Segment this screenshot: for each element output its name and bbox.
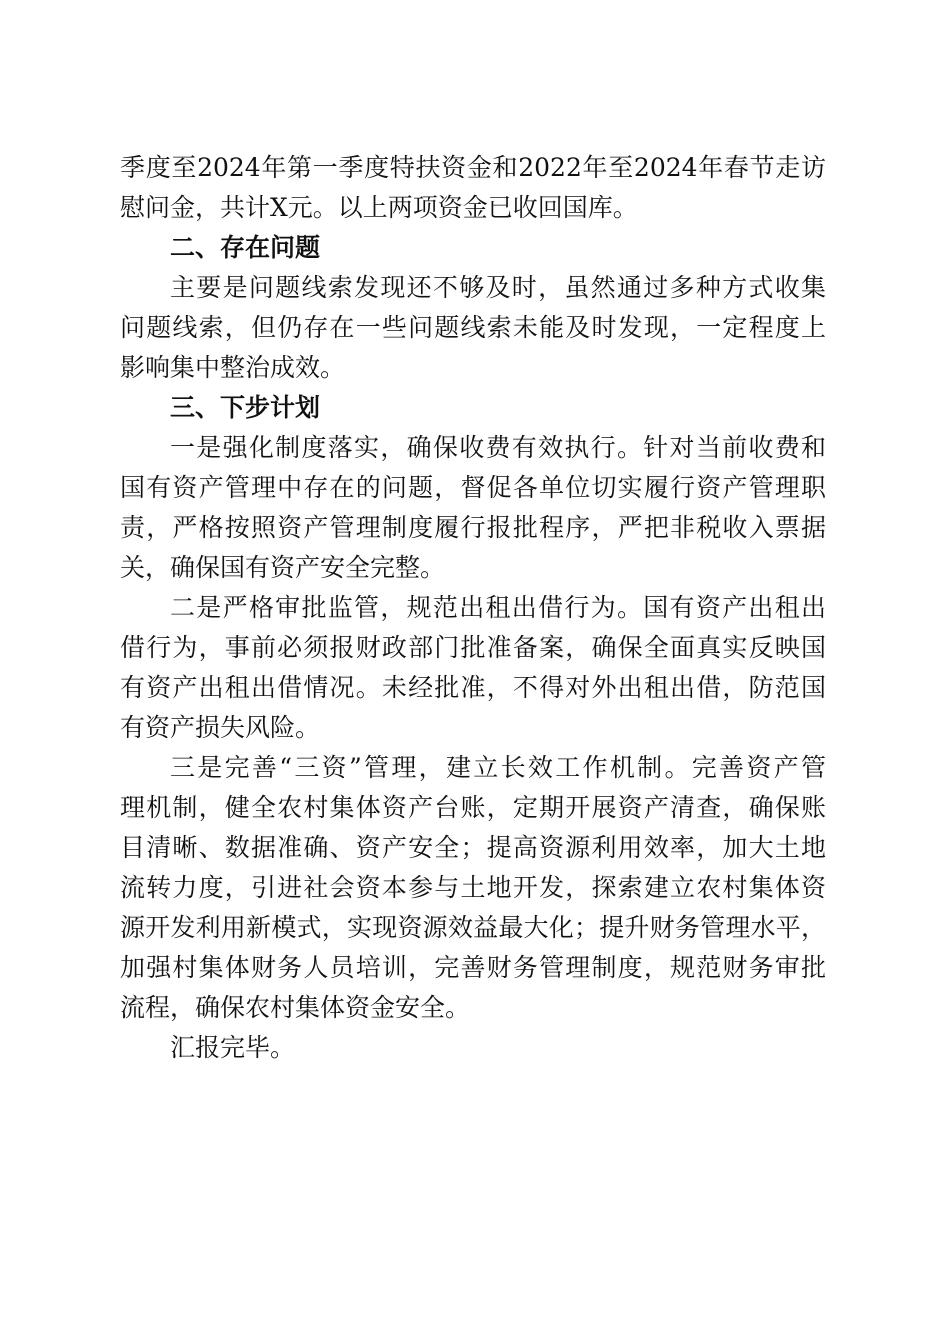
body-text-line: 责，严格按照资产管理制度履行报批程序，严把非税收入票据 — [120, 513, 826, 542]
body-text-line: 流转力度，引进社会资本参与土地开发，探索建立农村集体资 — [120, 873, 826, 902]
body-text-line: 目清晰、数据准确、资产安全；提高资源利用效率，加大土地 — [120, 833, 826, 862]
body-text-line: 影响集中整治成效。 — [120, 353, 346, 382]
body-text-line: 国有资产管理中存在的问题，督促各单位切实履行资产管理职 — [120, 473, 826, 502]
section-heading: 二、存在问题 — [170, 233, 321, 262]
body-text-line: 一是强化制度落实，确保收费有效执行。针对当前收费和 — [170, 433, 826, 462]
body-text-line: 流程，确保农村集体资金安全。 — [120, 993, 471, 1022]
body-text-line: 季度至2024年第一季度特扶资金和2022年至2024年春节走访 — [120, 153, 826, 182]
body-text-line: 二是严格审批监管，规范出租出借行为。国有资产出租出 — [170, 593, 826, 622]
body-text-line: 源开发利用新模式，实现资源效益最大化；提升财务管理水平， — [120, 913, 826, 942]
body-text-line: 加强村集体财务人员培训，完善财务管理制度，规范财务审批 — [120, 953, 826, 982]
body-text-line: 有资产损失风险。 — [120, 713, 321, 742]
body-text-line: 慰问金，共计X元。以上两项资金已收回国库。 — [120, 193, 638, 222]
body-text-line: 三是完善“三资”管理，建立长效工作机制。完善资产管 — [170, 753, 826, 782]
closing-line: 汇报完毕。 — [170, 1033, 296, 1062]
body-text-line: 借行为，事前必须报财政部门批准备案，确保全面真实反映国 — [120, 633, 826, 662]
document-body — [120, 148, 826, 1068]
body-text-line: 问题线索，但仍存在一些问题线索未能及时发现，一定程度上 — [120, 313, 826, 342]
body-text-line: 有资产出租出借情况。未经批准，不得对外出租出借，防范国 — [120, 673, 826, 702]
section-heading: 三、下步计划 — [170, 393, 321, 422]
body-text-line: 主要是问题线索发现还不够及时，虽然通过多种方式收集 — [170, 273, 826, 302]
body-text-line: 理机制，健全农村集体资产台账，定期开展资产清查，确保账 — [120, 793, 826, 822]
body-text-line: 关，确保国有资产安全完整。 — [120, 553, 446, 582]
